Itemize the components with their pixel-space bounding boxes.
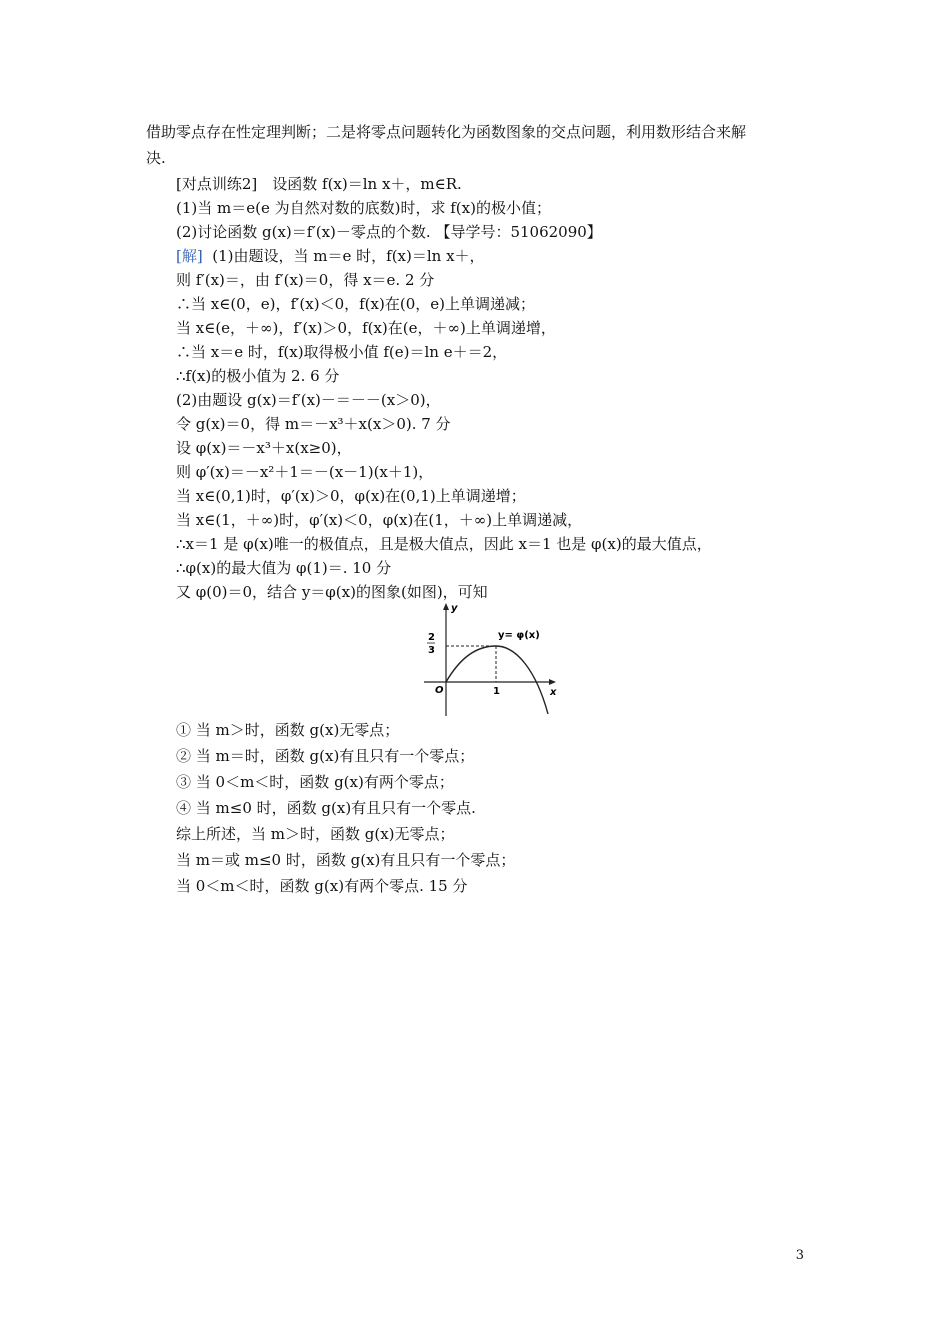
x-axis-arrow xyxy=(549,679,556,685)
fraction-numerator: 2 xyxy=(428,632,435,643)
curve-label: y= φ(x) xyxy=(498,630,540,641)
solution-line-6: ∴f(x)的极小值为 2. 6 分 xyxy=(176,367,340,385)
case-1: ① 当 m＞时，函数 g(x)无零点； xyxy=(176,721,400,739)
solution-line-12: 当 x∈(1，＋∞)时，φ′(x)＜0，φ(x)在(1，＋∞)上单调递减， xyxy=(176,511,583,529)
solution-line-10: 则 φ′(x)＝－x²＋1＝－(x－1)(x＋1)， xyxy=(176,463,434,481)
solution-line-15: 又 φ(0)＝0，结合 y＝φ(x)的图象(如图)，可知 xyxy=(176,583,488,601)
solution-line-7: (2)由题设 g(x)＝f′(x)－＝－－(x＞0)， xyxy=(176,391,441,409)
solution-line-11: 当 x∈(0,1)时，φ′(x)＞0，φ(x)在(0,1)上单调递增； xyxy=(176,487,526,505)
question-2: (2)讨论函数 g(x)＝f′(x)－零点的个数. 【导学号：51062090】 xyxy=(176,223,602,241)
exercise-heading: [对点训练2] 设函数 f(x)＝ln x＋，m∈R. xyxy=(176,175,462,193)
fraction-denominator: 3 xyxy=(428,645,435,656)
question-1: (1)当 m＝e(e 为自然对数的底数)时，求 f(x)的极小值； xyxy=(176,199,551,217)
solution-line-3: ∴当 x∈(0，e)，f′(x)＜0，f(x)在(0，e)上单调递减； xyxy=(176,295,535,313)
summary-1: 综上所述，当 m＞时，函数 g(x)无零点； xyxy=(176,825,455,843)
case-4: ④ 当 m≤0 时，函数 g(x)有且只有一个零点. xyxy=(176,799,476,817)
solution-tag: [解] xyxy=(176,247,203,265)
y-axis-label: y xyxy=(451,603,458,614)
text-line-2: 决. xyxy=(146,149,166,167)
case-2: ② 当 m＝时，函数 g(x)有且只有一个零点； xyxy=(176,747,475,765)
solution-line-5: ∴当 x＝e 时，f(x)取得极小值 f(e)＝ln e＋＝2， xyxy=(176,343,508,361)
phi-curve xyxy=(446,646,548,714)
solution-line-8: 令 g(x)＝0，得 m＝－x³＋x(x＞0). 7 分 xyxy=(176,415,451,433)
text-line-1: 借助零点存在性定理判断；二是将零点问题转化为函数图象的交点问题，利用数形结合来解 xyxy=(146,123,747,141)
solution-line-9: 设 φ(x)＝－x³＋x(x≥0)， xyxy=(176,439,352,457)
solution-line-4: 当 x∈(e，＋∞)，f′(x)＞0，f(x)在(e，＋∞)上单调递增， xyxy=(176,319,556,337)
solution-line-14: ∴φ(x)的最大值为 φ(1)＝. 10 分 xyxy=(176,559,392,577)
summary-3: 当 0＜m＜时，函数 g(x)有两个零点. 15 分 xyxy=(176,877,468,895)
summary-2: 当 m＝或 m≤0 时，函数 g(x)有且只有一个零点； xyxy=(176,851,516,869)
tick-one-label: 1 xyxy=(493,686,500,697)
origin-label: O xyxy=(435,685,444,696)
page-number: 3 xyxy=(795,1248,804,1263)
y-axis-arrow xyxy=(443,603,449,610)
case-3: ③ 当 0＜m＜时，函数 g(x)有两个零点； xyxy=(176,773,454,791)
solution-line-1: [解] (1)由题设，当 m＝e 时，f(x)＝ln x＋， xyxy=(176,247,485,265)
solution-line-2: 则 f′(x)＝，由 f′(x)＝0，得 x＝e. 2 分 xyxy=(176,271,435,289)
x-axis-label: x xyxy=(550,687,557,698)
phi-graph xyxy=(418,598,560,718)
solution-line-13: ∴x＝1 是 φ(x)唯一的极值点，且是极大值点，因此 x＝1 也是 φ(x)的最大值点， xyxy=(176,535,712,553)
